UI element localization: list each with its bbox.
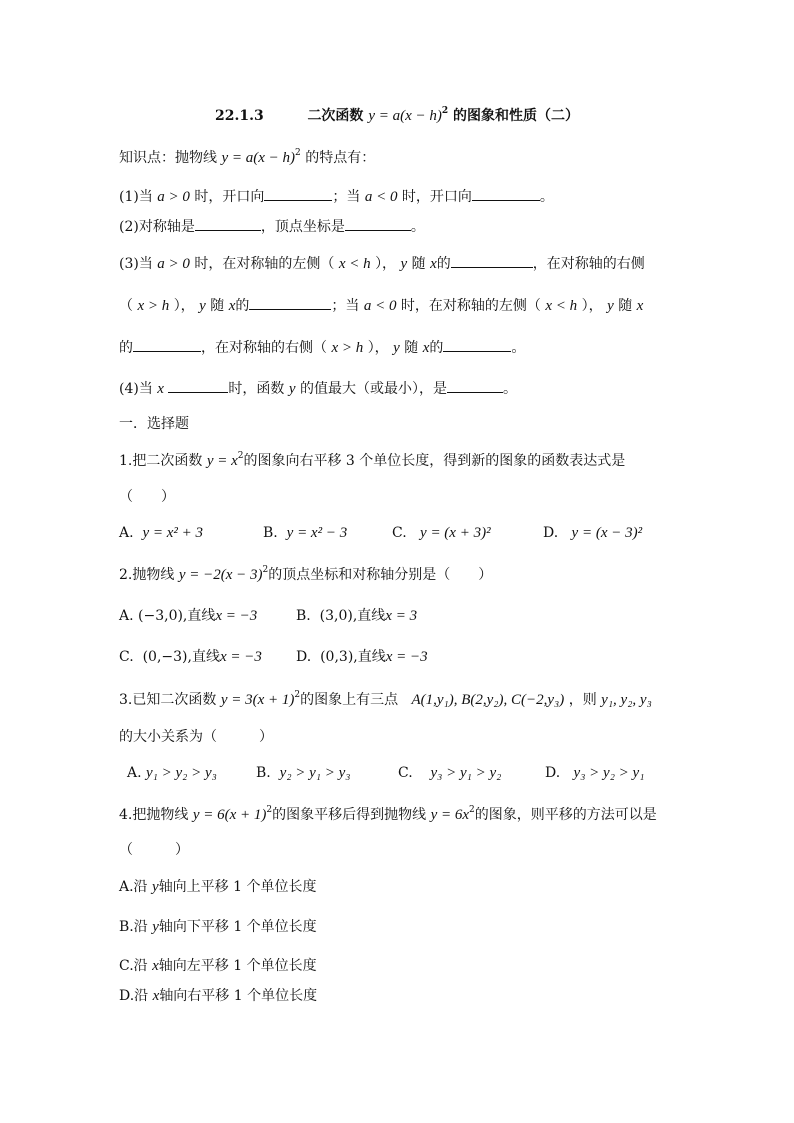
var-y: y	[393, 340, 400, 356]
formula: y₂ > y₁ > y₃	[279, 765, 351, 781]
text: 轴向上平移 1 个单位长度	[158, 879, 317, 895]
fill-blank[interactable]	[168, 378, 228, 393]
formula: x < h	[338, 256, 371, 272]
knowledge-line-3	[119, 253, 645, 274]
q4-option-c[interactable]	[119, 956, 317, 976]
exponent: 2	[469, 805, 475, 816]
text: ，顶点坐标是	[260, 219, 345, 235]
knowledge-line-1	[119, 186, 554, 207]
var-x: x	[636, 298, 644, 314]
text: 的图象向右平移 3 个单位长度，得到新的图象的函数表达式是	[243, 453, 626, 469]
text: ，则	[568, 692, 597, 708]
var-x: x	[157, 381, 164, 397]
text: 2.抛物线	[119, 567, 175, 583]
formula: y = 6x	[430, 807, 469, 823]
question-1-paren: （ ）	[119, 489, 175, 505]
var-x: x	[152, 958, 159, 974]
text: 的特点有：	[305, 150, 376, 166]
formula: y₁ > y₂ > y₃	[146, 765, 217, 781]
text: 知识点：抛物线	[119, 150, 217, 166]
text: ），	[581, 298, 603, 314]
formula: a < 0	[364, 189, 398, 205]
fill-blank[interactable]	[451, 253, 533, 268]
text: ），	[367, 340, 389, 356]
option-label: D.沿	[119, 988, 149, 1004]
text: (0,3),直线	[320, 649, 386, 665]
fill-blank[interactable]	[264, 186, 332, 201]
text: 随	[618, 298, 633, 314]
var-x: x	[152, 988, 160, 1004]
exponent: 2	[266, 805, 273, 816]
text: 。	[503, 381, 517, 397]
exponent: 2	[237, 451, 244, 462]
title-suffix: 的图象和性质（二）	[453, 108, 580, 124]
q3-option-d[interactable]	[545, 763, 644, 783]
var-x: x	[422, 340, 430, 356]
formula: y = 3(x + 1)	[220, 692, 295, 708]
formula: y = 6(x + 1)	[192, 807, 267, 823]
fill-blank[interactable]	[249, 295, 331, 310]
text: 3.已知二次函数	[119, 692, 217, 708]
q3-option-c[interactable]	[398, 763, 501, 783]
var-y: y	[607, 298, 614, 314]
var-y: y	[400, 256, 408, 272]
fill-blank[interactable]	[345, 216, 411, 231]
formula: y = a(x − h)	[221, 150, 296, 166]
var-y: y	[152, 879, 159, 895]
fill-blank[interactable]	[133, 337, 201, 352]
text: 的图象平移后得到抛物线	[272, 807, 427, 823]
question-2	[119, 565, 492, 585]
knowledge-line-4	[119, 295, 643, 316]
title-prefix: 二次函数	[307, 108, 364, 124]
text: 的	[429, 340, 444, 356]
q4-option-d[interactable]	[119, 986, 317, 1006]
exponent: 2	[295, 148, 301, 159]
text: 轴向下平移 1 个单位长度	[158, 919, 317, 935]
text: 的	[119, 340, 133, 356]
option-label: B.	[263, 525, 278, 541]
formula: y₁, y₂, y₃	[601, 692, 652, 708]
fill-blank[interactable]	[447, 378, 503, 393]
formula: y = x² − 3	[286, 525, 348, 541]
fill-blank[interactable]	[472, 186, 540, 201]
option-label: C.	[119, 649, 134, 665]
formula: x > h	[331, 340, 364, 356]
q3-option-a[interactable]	[127, 763, 217, 783]
fill-blank[interactable]	[195, 216, 261, 231]
var-x: x	[228, 298, 236, 314]
formula: x < h	[545, 298, 578, 314]
text: 1.把二次函数	[119, 453, 203, 469]
formula: x = −3	[215, 608, 258, 624]
text: ，在对称轴的右侧（	[201, 340, 327, 356]
text: ，在对称轴的右侧	[532, 256, 645, 272]
knowledge-intro	[119, 148, 375, 168]
text: (−3,0),直线	[138, 608, 216, 624]
option-label: B.	[256, 765, 271, 781]
option-label: B.	[296, 608, 311, 624]
text: 的	[436, 256, 451, 272]
text: (2)对称轴是	[119, 219, 195, 235]
question-3	[119, 690, 652, 710]
text: 。	[511, 340, 526, 356]
text: 时，函数	[228, 381, 285, 397]
formula: A(1,y₁), B(2,y₂), C(−2,y₃)	[411, 692, 565, 708]
formula: y = x² + 3	[142, 525, 204, 541]
text: 的图象，则平移的方法可以是	[474, 807, 657, 823]
title-number: 22.1.3	[214, 108, 264, 124]
formula: x > h	[137, 298, 170, 314]
knowledge-line-5	[119, 337, 525, 358]
formula: y = (x − 3)²	[571, 525, 643, 541]
text: 轴向左平移 1 个单位长度	[158, 958, 317, 974]
text: 的	[235, 298, 250, 314]
question-4	[119, 805, 657, 825]
formula: a < 0	[363, 298, 397, 314]
q1-option-a[interactable]	[119, 523, 203, 543]
option-label: A.沿	[119, 879, 148, 895]
question-3-cont: 的大小关系为（ ）	[119, 729, 273, 745]
formula: x = 3	[385, 608, 418, 624]
q2-option-d[interactable]	[296, 647, 428, 667]
fill-blank[interactable]	[443, 337, 511, 352]
q4-option-b[interactable]	[119, 917, 317, 937]
question-4-paren: （ ）	[119, 842, 189, 858]
option-label: B.沿	[119, 919, 148, 935]
text: 时，在对称轴的左侧（	[194, 256, 335, 272]
text: ；当	[331, 298, 360, 314]
text: (4)当	[119, 381, 153, 397]
text: (3)当	[119, 256, 153, 272]
var-y: y	[199, 298, 206, 314]
exponent: 2	[262, 565, 269, 576]
text: 。	[410, 219, 425, 235]
page-title	[0, 106, 794, 126]
text: ；当	[332, 189, 361, 205]
q1-option-b[interactable]	[263, 523, 347, 543]
text: （	[119, 298, 133, 314]
knowledge-line-2	[119, 216, 425, 237]
formula: a > 0	[157, 256, 190, 272]
option-label: A.	[119, 525, 134, 541]
text: ），	[173, 298, 195, 314]
q1-option-c[interactable]	[392, 523, 491, 543]
q3-option-b[interactable]	[256, 763, 351, 783]
var-y: y	[288, 381, 296, 397]
text: 的图象上有三点	[300, 692, 399, 708]
text: 随	[210, 298, 225, 314]
formula: y₃ > y₁ > y₂	[430, 765, 502, 781]
option-label: C.沿	[119, 958, 148, 974]
title-exponent: 2	[441, 106, 449, 117]
text: 时，开口向	[401, 189, 472, 205]
text: 时，开口向	[194, 189, 265, 205]
option-label: C.	[392, 525, 407, 541]
text: 随	[411, 256, 426, 272]
formula: x = −3	[385, 649, 428, 665]
question-1	[119, 451, 625, 471]
text: (0,−3),直线	[142, 649, 220, 665]
text: 的值最大（或最小），是	[300, 381, 447, 397]
formula: x = −3	[219, 649, 262, 665]
option-label: D.	[543, 525, 559, 541]
q2-option-c[interactable]	[119, 647, 262, 667]
q1-option-d[interactable]	[543, 523, 642, 543]
q4-option-a[interactable]	[119, 877, 317, 897]
exponent: 2	[294, 690, 301, 701]
q2-option-b[interactable]	[296, 606, 417, 626]
text: (3,0),直线	[319, 608, 386, 624]
option-label: D.	[296, 649, 312, 665]
formula: y = x	[206, 453, 238, 469]
option-label: A.	[127, 765, 142, 781]
formula: y = −2(x − 3)	[178, 567, 263, 583]
var-y: y	[152, 919, 159, 935]
knowledge-line-6	[119, 378, 517, 399]
option-label: C.	[398, 765, 413, 781]
text: 时，在对称轴的左侧（	[400, 298, 541, 314]
formula: a > 0	[157, 189, 190, 205]
text: 。	[539, 189, 554, 205]
formula: y = (x + 3)²	[420, 525, 491, 541]
var-x: x	[430, 256, 437, 272]
text: ），	[375, 256, 397, 272]
text: 4.把抛物线	[119, 807, 189, 823]
text: 的顶点坐标和对称轴分别是（ ）	[268, 567, 493, 583]
formula: y₃ > y₂ > y₁	[573, 765, 645, 781]
text: (1)当	[119, 189, 153, 205]
text: 轴向右平移 1 个单位长度	[159, 988, 318, 1004]
option-label: D.	[545, 765, 561, 781]
q2-option-a[interactable]	[119, 606, 257, 626]
option-label: A.	[119, 608, 134, 624]
title-formula: y = a(x − h)	[368, 108, 442, 124]
section-heading: 一．选择题	[119, 416, 189, 432]
text: 随	[404, 340, 419, 356]
